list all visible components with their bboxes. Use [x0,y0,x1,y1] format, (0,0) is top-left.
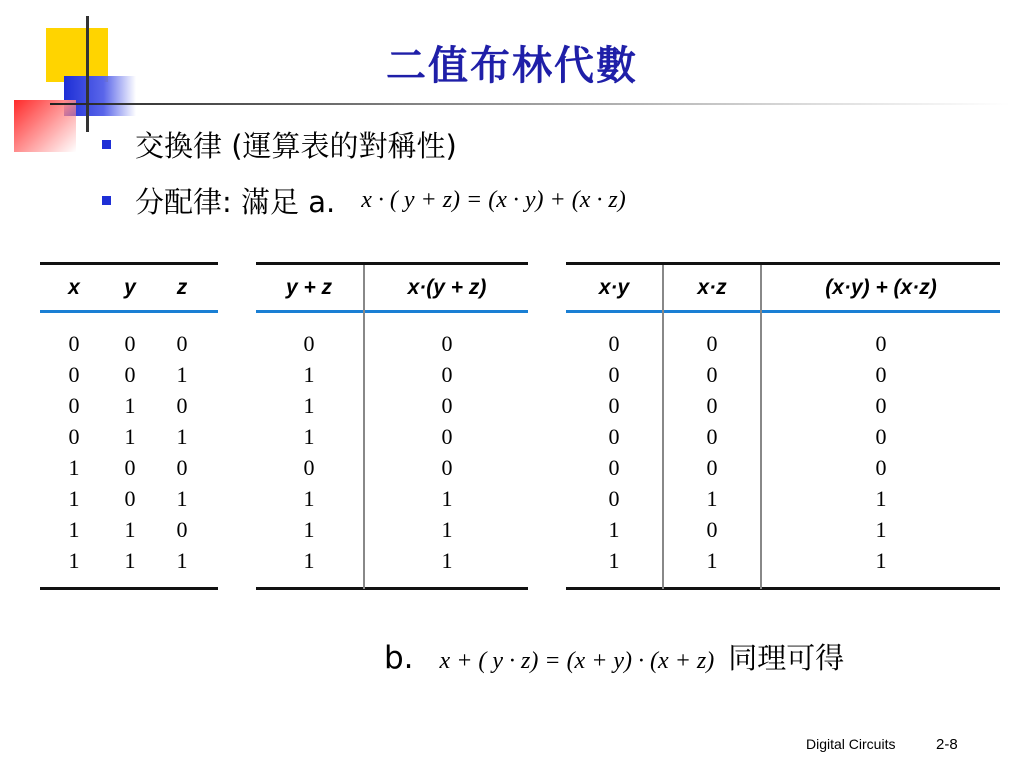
table-bottom-rule [256,587,528,590]
table-header-rule [566,310,1000,313]
column-values [104,328,156,576]
column-header: x·(y + z) [407,276,487,299]
table-cell: 0 [176,393,188,418]
slide-title: 二值布林代數 [386,43,638,89]
truth-table-products [566,262,1000,592]
table-top-rule [256,262,528,265]
decor-red-square [14,100,76,152]
table-cell: 1 [124,393,136,418]
column-header: y + z [285,276,333,299]
formula-b-note: 同理可得 [728,641,845,675]
table-cell: 1 [441,548,453,573]
table-cell: 0 [706,424,718,449]
table-cell: 1 [68,548,80,573]
table-cell: 0 [68,331,80,356]
table-cell: 1 [303,548,315,573]
column-values [156,328,208,576]
formula-b-label: b. [384,640,414,676]
table-cell: 0 [68,362,80,387]
table-cell: 0 [124,455,136,480]
table-cell: 0 [441,455,453,480]
table-cell: 0 [176,517,188,542]
distributive-formula-b-row [384,636,844,677]
bullet-text: 交換律 (運算表的對稱性) [135,129,457,163]
column-header: y [124,276,136,299]
footer-page-number: 2-8 [936,736,958,753]
table-cell: 0 [303,455,315,480]
distributive-formula-b: x + ( y · z) = (x + y) · (x + z) [439,648,715,674]
table-cell: 0 [441,424,453,449]
table-cell: 0 [875,455,887,480]
truth-table-sum [256,262,528,592]
table-cell: 1 [176,424,188,449]
table-cell: 1 [176,362,188,387]
table-cell: 0 [608,393,620,418]
table-cell: 0 [706,393,718,418]
table-cell: 0 [176,455,188,480]
table-cell: 1 [706,486,718,511]
table-cell: 1 [124,424,136,449]
table-cell: 0 [875,393,887,418]
table-cell: 1 [176,548,188,573]
table-cell: 0 [303,331,315,356]
column-divider [363,265,365,589]
column-values [366,328,528,576]
column-header: x·y [598,276,630,299]
table-cell: 0 [608,455,620,480]
table-cell: 0 [608,424,620,449]
table-cell: 0 [875,331,887,356]
table-cell: 1 [875,517,887,542]
table-cell: 1 [303,393,315,418]
table-cell: 0 [706,362,718,387]
table-cell: 0 [124,486,136,511]
table-cell: 0 [706,331,718,356]
column-values [762,328,1000,576]
table-cell: 0 [875,362,887,387]
table-cell: 1 [608,548,620,573]
column-header: x [68,276,80,299]
table-cell: 0 [124,331,136,356]
table-cell: 1 [68,517,80,542]
table-cell: 1 [441,486,453,511]
column-header: x·z [697,276,727,299]
table-cell: 0 [68,424,80,449]
bullet-distributive [102,180,626,221]
table-cell: 1 [875,486,887,511]
table-cell: 0 [176,331,188,356]
table-cell: 0 [706,517,718,542]
table-cell: 1 [875,548,887,573]
table-cell: 1 [608,517,620,542]
table-cell: 1 [124,548,136,573]
table-cell: 0 [706,455,718,480]
table-cell: 1 [68,486,80,511]
table-cell: 0 [608,486,620,511]
distributive-formula-a: x · ( y + z) = (x · y) + (x · z) [361,187,626,213]
table-bottom-rule [566,587,1000,590]
table-top-rule [566,262,1000,265]
column-header: z [176,276,188,299]
bullet-commutative [102,124,457,165]
table-cell: 1 [68,455,80,480]
table-cell: 1 [303,362,315,387]
column-values [664,328,760,576]
bullet-square-icon [102,140,111,149]
table-cell: 1 [303,486,315,511]
table-cell: 1 [124,517,136,542]
table-cell: 0 [608,362,620,387]
table-cell: 0 [124,362,136,387]
table-cell: 1 [303,424,315,449]
truth-table-inputs [40,262,218,592]
column-values [256,328,362,576]
table-cell: 0 [441,362,453,387]
bullet-square-icon [102,196,111,205]
table-cell: 0 [441,393,453,418]
table-cell: 0 [68,393,80,418]
table-cell: 0 [441,331,453,356]
table-header-rule [256,310,528,313]
table-top-rule [40,262,218,265]
table-cell: 1 [176,486,188,511]
table-cell: 1 [441,517,453,542]
table-cell: 0 [608,331,620,356]
column-values [566,328,662,576]
table-header-rule [40,310,218,313]
table-cell: 1 [706,548,718,573]
column-values [48,328,100,576]
table-cell: 1 [303,517,315,542]
column-header: (x·y) + (x·z) [825,276,937,299]
bullet-text: 分配律: 滿足 a. [135,185,336,219]
table-cell: 0 [875,424,887,449]
title-underline [50,103,1010,105]
table-bottom-rule [40,587,218,590]
footer-course: Digital Circuits [806,736,896,752]
